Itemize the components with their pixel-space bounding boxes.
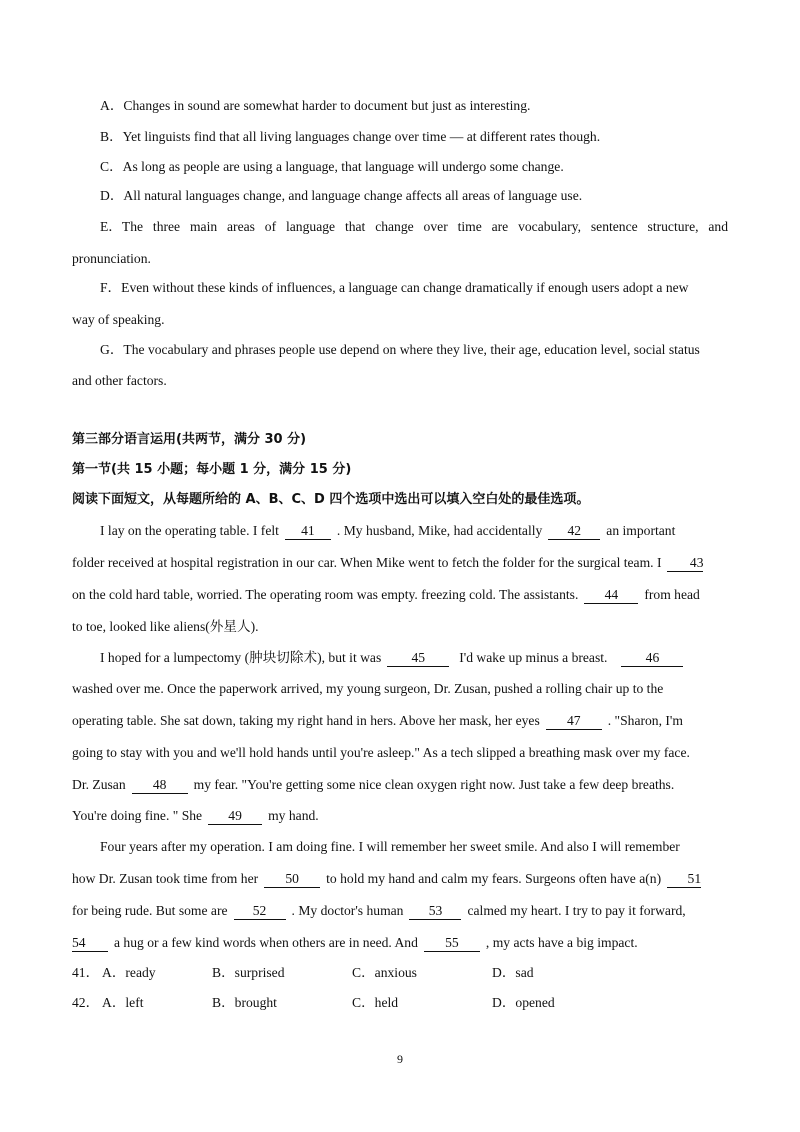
blank-42: 42: [548, 522, 600, 540]
page-number: 9: [397, 1052, 403, 1066]
passage-line: You're doing fine. " She 49 my hand.: [72, 808, 319, 823]
option-d: D．All natural languages change, and language change affects all areas of language use.: [100, 188, 583, 203]
option-e: E． The three main areas of language that change over time are vocabulary, sentence structure, and: [100, 219, 728, 234]
choice-b: B．surprised: [212, 965, 285, 980]
blank-55: 55: [424, 934, 480, 952]
passage-line: on the cold hard table, worried. The operating room was empty. freezing cold. The assistants. 44 from head: [72, 587, 700, 602]
option-f-cont: way of speaking.: [72, 312, 165, 327]
option-b: B．Yet linguists find that all living languages change over time — at different rates though.: [100, 129, 601, 144]
blank-44: 44: [584, 586, 638, 604]
choice-c: C．anxious: [352, 965, 417, 980]
blank-50: 50: [264, 870, 320, 888]
choice-b: B．brought: [212, 995, 277, 1010]
section1-title: 第一节(共 15 小题；每小题 1 分，满分 15 分): [72, 462, 352, 477]
section1-instruction: 阅读下面短文，从每题所给的 A、B、C、D 四个选项中选出可以填入空白处的最佳选项。: [72, 492, 590, 507]
choice-d: D．sad: [492, 965, 534, 980]
question-number: 42．: [72, 995, 100, 1010]
blank-43: 43: [667, 554, 703, 572]
option-c: C．As long as people are using a language, that language will undergo some change.: [100, 159, 564, 174]
passage-line: how Dr. Zusan took time from her 50 to hold my hand and calm my fears. Surgeons often have a(n) 51: [72, 871, 702, 886]
blank-51: 51: [667, 870, 701, 888]
blank-53: 53: [409, 902, 461, 920]
choice-a: A．ready: [102, 965, 156, 980]
passage-line: to toe, looked like aliens(外星人).: [72, 619, 259, 634]
option-g-cont: and other factors.: [72, 373, 167, 388]
blank-45: 45: [387, 649, 449, 667]
choice-d: D．opened: [492, 995, 555, 1010]
blank-54: 54: [72, 934, 108, 952]
passage-line: Dr. Zusan 48 my fear. "You're getting some nice clean oxygen right now. Just take a few deep breaths.: [72, 777, 675, 792]
passage-line: Four years after my operation. I am doing fine. I will remember her sweet smile. And also I will remember: [100, 839, 680, 854]
blank-46: 46: [621, 649, 683, 667]
part3-title: 第三部分语言运用(共两节，满分 30 分): [72, 432, 307, 447]
option-a: A．Changes in sound are somewhat harder to document but just as interesting.: [100, 98, 531, 113]
passage-line: for being rude. But some are 52 . My doctor's human 53 calmed my heart. I try to pay it forward,: [72, 903, 686, 918]
blank-49: 49: [208, 807, 262, 825]
blank-52: 52: [234, 902, 286, 920]
passage-line: I lay on the operating table. I felt 41 . My husband, Mike, had accidentally 42 an important: [100, 523, 676, 538]
choice-a: A．left: [102, 995, 144, 1010]
blank-47: 47: [546, 712, 602, 730]
passage-line: operating table. She sat down, taking my right hand in hers. Above her mask, her eyes 47 . "Sharon, I'm: [72, 713, 683, 728]
passage-line: 54 a hug or a few kind words when others are in need. And 55 , my acts have a big impact.: [72, 935, 638, 950]
option-g: G．The vocabulary and phrases people use depend on where they live, their age, education level, social status: [100, 342, 700, 357]
option-f: F．Even without these kinds of influences, a language can change dramatically if enough users adopt a new: [100, 280, 689, 295]
passage-line: folder received at hospital registration in our car. When Mike went to fetch the folder for the surgical team. I 43: [72, 555, 704, 570]
choice-c: C．held: [352, 995, 399, 1010]
passage-line: washed over me. Once the paperwork arrived, my young surgeon, Dr. Zusan, pushed a rolling chair up to the: [72, 681, 664, 696]
passage-line: going to stay with you and we'll hold hands until you're asleep." As a tech slipped a breathing mask over my face.: [72, 745, 690, 760]
question-number: 41．: [72, 965, 100, 980]
passage-line: I hoped for a lumpectomy (肿块切除术), but it was 45 I'd wake up minus a breast. 46: [100, 648, 728, 668]
option-e-cont: pronunciation.: [72, 251, 151, 266]
blank-48: 48: [132, 776, 188, 794]
blank-41: 41: [285, 522, 331, 540]
